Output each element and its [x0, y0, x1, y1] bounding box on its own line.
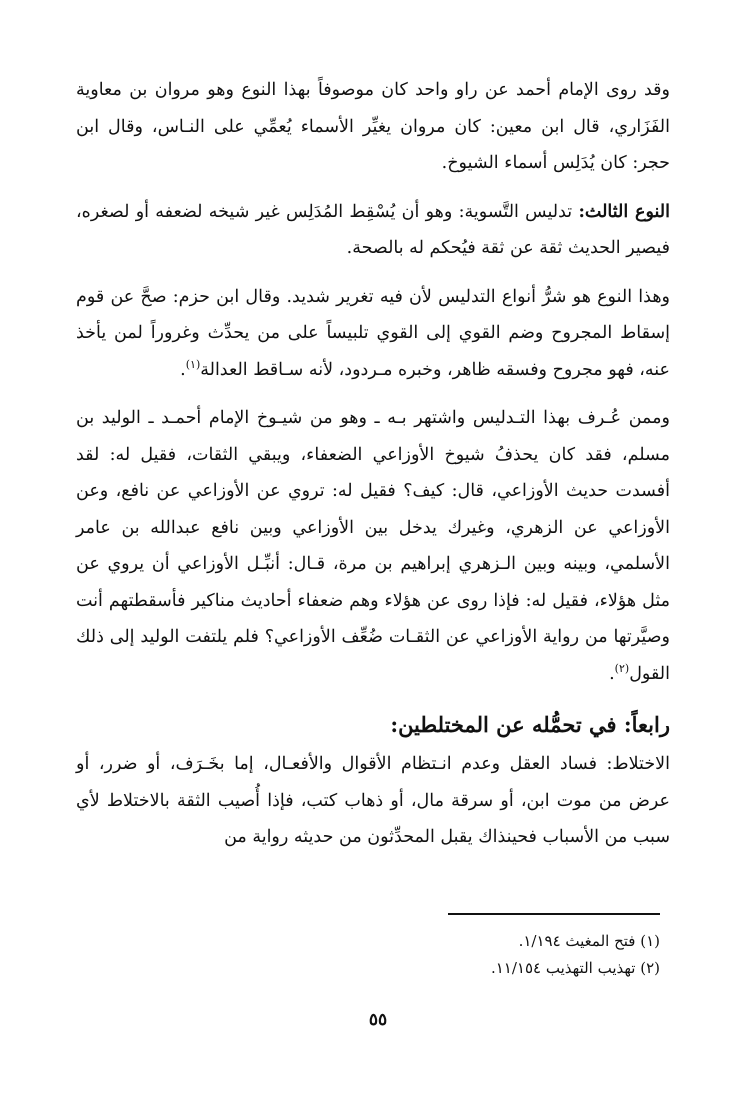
paragraph-4-tail: .	[609, 663, 615, 684]
paragraph-2-text: تدليس التَّسوية: وهو أن يُسْقِط المُدَلِس غير شيخه لضعفه أو لصغره، فيصير الحديث ثقة عن ثقة فيُحكم له بالصحة.	[76, 201, 670, 258]
paragraph-4-text: وممن عُـرف بهذا التـدليس واشتهر بـه ـ وهو من شيـوخ الإمام أحمـد ـ الوليد بن مسلم، فقد كان يحذفُ شيوخ الأوزاعي الضعفاء، ويبقي الثقات، فقيل له: لقد أفسدت حديث الأوزاعي، قال: كيف؟ فقيل له: تروي عن الأوزاعي عن نافع، وعن الأوزاعي عن الزهري، وغيرك يدخل بين الأوزاعي وبين نافع عبدالله بن عامر الأسلمي، وبينه وبين الـزهري إبراهيم بن مرة، قـال: أنبِّـل الأوزاعي أن يروي عن مثل هؤلاء، فقيل له: فإذا روى عن هؤلاء وهم ضعفاء أحاديث مناكير فأسقطتهم أنت وصيَّرتها من رواية الأوزاعي عن الثقـات ضُعِّف الأوزاعي؟ فلم يلتفت الوليد إلى ذلك القول	[76, 408, 670, 684]
footnote-ref-2[interactable]: (٢)	[614, 661, 630, 675]
footnotes	[160, 928, 660, 982]
paragraph-5-text: الاختلاط: فساد العقل وعدم انـتظام الأقوال والأفعـال، إما بخَـرَف، أو ضرر، أو عرض من موت ابن، أو سرقة مال، أو ذهاب كتب، فإذا أُصيب الثقة بالاختلاط لأي سبب من الأسباب فحينذاك يقبل المحدِّثون من حديثه رواية من	[76, 754, 670, 847]
paragraph-3-text: وهذا النوع هو شرُّ أنواع التدليس لأن فيه تغرير شديد. وقال ابن حزم: صحَّ عن قوم إسقاط المجروح وضم القوي إلى القوي تلبيساً على من يحدِّث وغروراً لمن يأخذ عنه، فهو مجروح وفسقه ظاهر، وخبره مـردود، لأنه سـاقط العدالة	[76, 286, 670, 380]
footnote-ref-1[interactable]: (١)	[185, 357, 201, 371]
paragraph-4	[76, 400, 670, 692]
paragraph-1-text: وقد روى الإمام أحمد عن راو واحد كان موصوفاً بهذا النوع وهو مروان بن معاوية الفَزَاري، قال ابن معين: كان مروان يغيِّر الأسماء يُعمِّي على النـاس، وقال ابن حجر: كان يُدَلِس أسماء الشيوخ.	[76, 80, 670, 173]
paragraph-1	[76, 72, 670, 182]
paragraph-2-label: النوع الثالث:	[578, 201, 670, 222]
paragraph-3-tail: .	[180, 359, 186, 380]
footnote-divider	[448, 913, 660, 915]
page-number: ٥٥	[368, 1010, 388, 1030]
paragraph-2	[76, 194, 670, 267]
footnote-1: (١) فتح المغيث ١/١٩٤.	[518, 932, 660, 950]
paragraph-5	[76, 746, 670, 856]
paragraph-3	[76, 279, 670, 389]
footnote-2: (٢) تهذيب التهذيب ١١/١٥٤.	[490, 959, 660, 977]
section-heading: رابعاً: في تحمُّله عن المختلطين:	[390, 712, 670, 737]
